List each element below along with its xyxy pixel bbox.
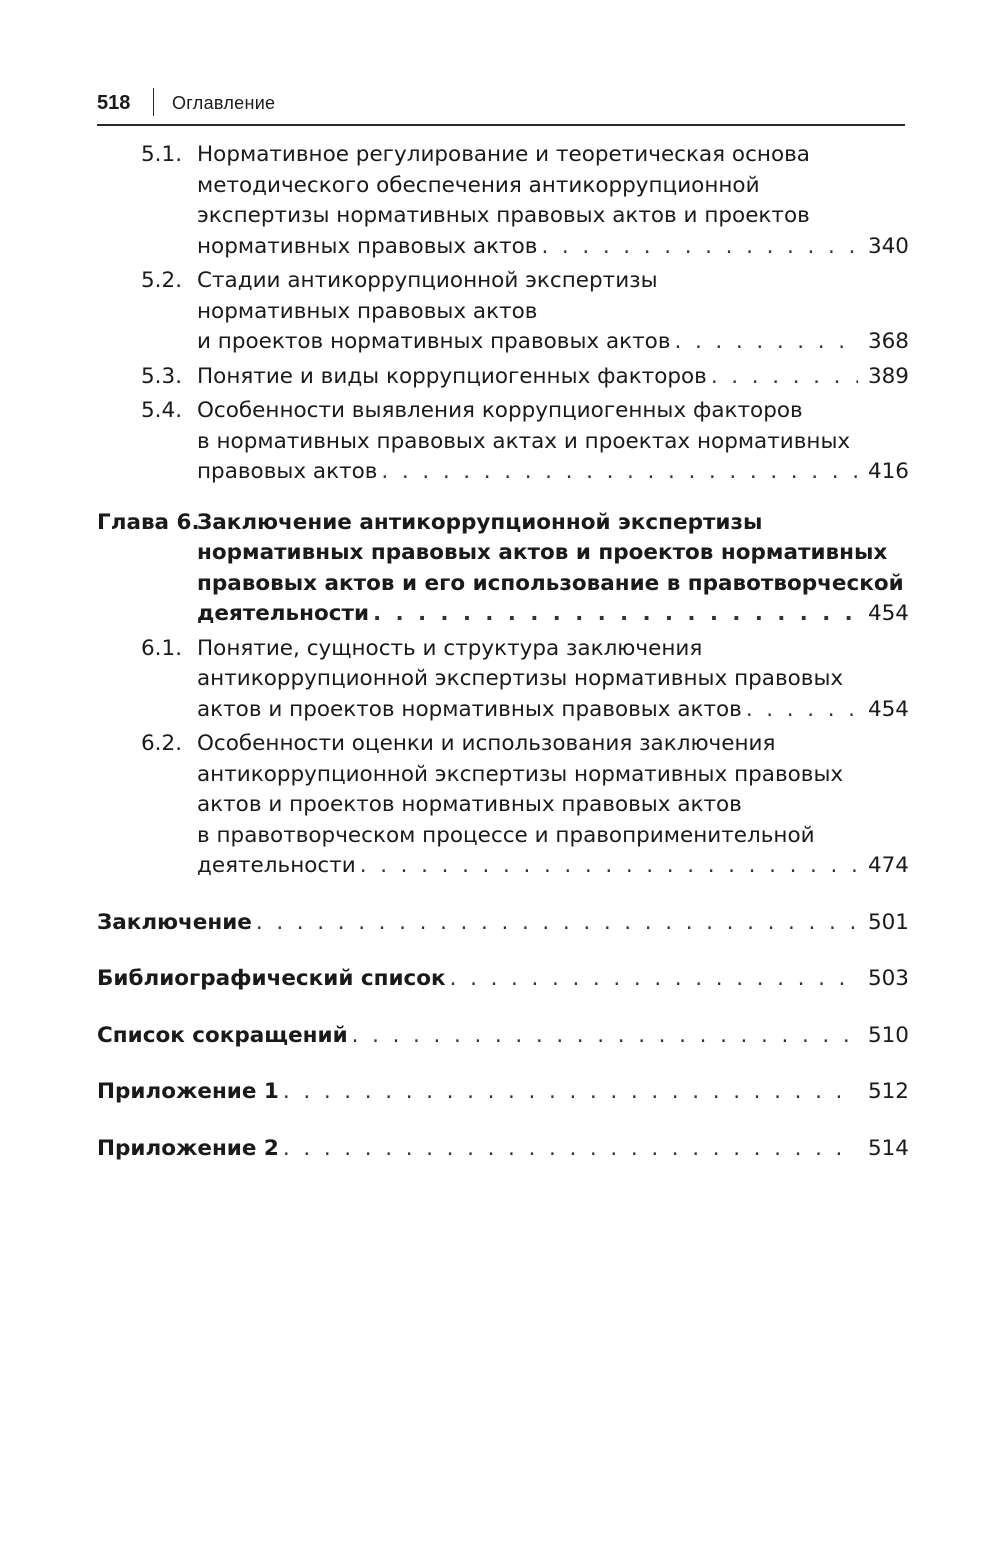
entry-text-line: Понятие, сущность и структура заключения — [197, 635, 703, 661]
dot-leader — [381, 457, 858, 488]
page-ref: 503 — [867, 966, 909, 991]
entry-text-line: Особенности выявления коррупциогенных факторов — [197, 398, 803, 423]
toc-entry-6-2[interactable] — [97, 729, 909, 882]
page-ref: 389 — [867, 363, 909, 389]
running-title: Оглавление — [172, 93, 276, 113]
dot-leader — [352, 1021, 858, 1052]
entry-text-line: деятельности — [197, 601, 370, 626]
entry-title: Библиографический список — [97, 966, 446, 991]
page-ref: 416 — [867, 459, 909, 484]
toc-entry-conclusion[interactable] — [97, 908, 909, 939]
section-number: 6.1. — [141, 635, 183, 661]
entry-text-line: антикоррупционной экспертизы нормативных правовых — [197, 761, 844, 787]
entry-text-line: в правотворческом процессе и правоприменительной — [197, 822, 815, 848]
page-ref: 474 — [867, 853, 909, 878]
entry-title: Список сокращений — [97, 1022, 348, 1048]
table-of-contents — [97, 140, 909, 1164]
page-number: 518 — [97, 92, 131, 114]
toc-entry-5-4[interactable] — [97, 396, 909, 488]
section-number: 6.2. — [141, 731, 183, 756]
entry-text-line: Особенности оценки и использования заключения — [197, 731, 776, 756]
page-ref: 501 — [867, 909, 909, 935]
entry-text-line: методического обеспечения антикоррупционной — [197, 172, 760, 198]
entry-text-line: нормативных правовых актов — [197, 233, 538, 259]
entry-text-line: Заключение антикоррупционной экспертизы — [197, 509, 763, 535]
section-number: 5.3. — [141, 363, 183, 389]
dot-leader — [283, 1134, 858, 1165]
toc-entry-appendix-2[interactable] — [97, 1134, 909, 1165]
entry-text-line: правовых актов и его использование в правотворческой — [197, 570, 904, 596]
entry-text-line: правовых актов — [197, 459, 378, 484]
dot-leader — [675, 327, 858, 358]
entry-text-line: актов и проектов нормативных правовых актов — [197, 792, 742, 817]
entry-text-line: в нормативных правовых актах и проектах нормативных — [197, 428, 851, 454]
dot-leader — [711, 362, 858, 393]
toc-entry-5-2[interactable] — [97, 266, 909, 358]
toc-entry-5-3[interactable] — [97, 362, 909, 393]
page-ref: 514 — [867, 1135, 909, 1161]
dot-leader — [360, 851, 858, 882]
dot-leader — [450, 964, 858, 995]
entry-text-line: нормативных правовых актов — [197, 298, 538, 324]
toc-entry-bibliography[interactable] — [97, 964, 909, 995]
page-ref: 368 — [867, 329, 909, 354]
dot-leader — [256, 908, 858, 939]
entry-text-line: Стадии антикоррупционной экспертизы — [197, 268, 658, 293]
entry-text-line: Нормативное регулирование и теоретическая основа — [197, 142, 810, 167]
section-number: 5.2. — [141, 268, 183, 293]
page-ref: 510 — [867, 1022, 909, 1048]
toc-chapter-6[interactable] — [97, 508, 909, 630]
page-ref: 512 — [867, 1079, 909, 1104]
entry-text-line: актов и проектов нормативных правовых актов — [197, 696, 742, 722]
toc-entry-5-1[interactable] — [97, 140, 909, 262]
toc-entry-6-1[interactable] — [97, 634, 909, 726]
entry-text-line: нормативных правовых актов и проектов нормативных — [197, 540, 888, 565]
header-divider — [153, 88, 154, 116]
dot-leader — [373, 599, 858, 630]
dot-leader — [283, 1077, 858, 1108]
entry-title: Заключение — [97, 909, 252, 935]
dot-leader — [541, 232, 858, 263]
dot-leader — [746, 695, 858, 726]
chapter-label: Глава 6. — [97, 509, 200, 535]
page-ref: 454 — [867, 696, 909, 722]
toc-entry-abbreviations[interactable] — [97, 1021, 909, 1052]
entry-text-line: антикоррупционной экспертизы нормативных правовых — [197, 666, 844, 691]
entry-text-line: Понятие и виды коррупциогенных факторов — [197, 363, 707, 389]
entry-text-line: и проектов нормативных правовых актов — [197, 329, 671, 354]
page-ref: 340 — [867, 233, 909, 259]
section-number: 5.1. — [141, 142, 183, 167]
toc-entry-appendix-1[interactable] — [97, 1077, 909, 1108]
entry-title: Приложение 1 — [97, 1079, 279, 1104]
page-ref: 454 — [867, 601, 909, 626]
section-number: 5.4. — [141, 398, 183, 423]
running-header — [97, 86, 905, 126]
entry-text-line: деятельности — [197, 853, 356, 878]
entry-title: Приложение 2 — [97, 1135, 279, 1161]
entry-text-line: экспертизы нормативных правовых актов и проектов — [197, 203, 810, 228]
